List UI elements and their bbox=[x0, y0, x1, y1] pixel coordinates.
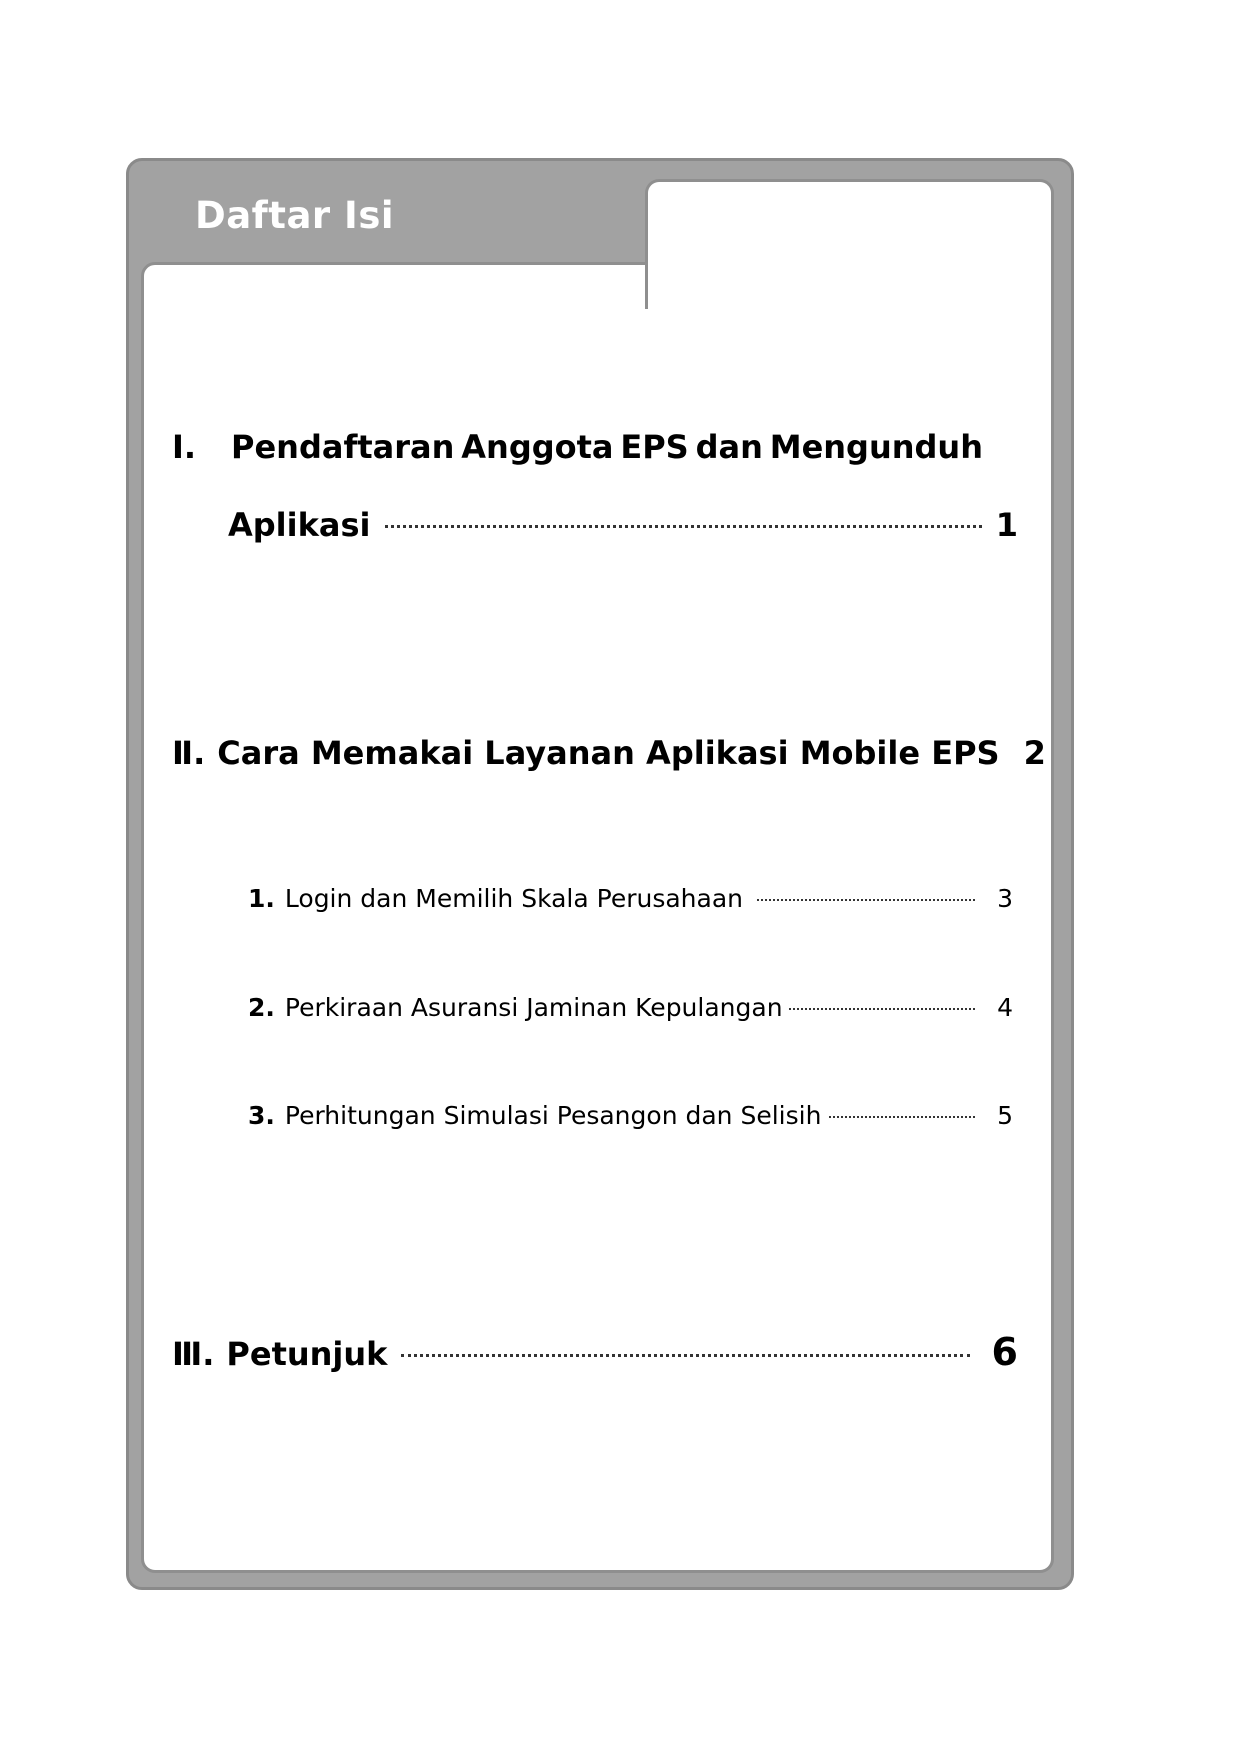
page-title: Daftar Isi bbox=[195, 194, 395, 237]
toc-section-3-page: 6 bbox=[991, 1330, 1018, 1374]
dot-leader bbox=[757, 899, 975, 901]
dot-leader bbox=[385, 525, 982, 528]
toc-item-title: Perkiraan Asuransi Jaminan Kepulangan bbox=[284, 993, 783, 1022]
toc-section-3-title: Petunjuk bbox=[226, 1335, 388, 1373]
toc-section-2-title: Cara Memakai Layanan Aplikasi Mobile EPS bbox=[217, 734, 1000, 772]
dot-leader bbox=[829, 1116, 975, 1118]
toc-item-page: 5 bbox=[997, 1101, 1013, 1130]
toc-item-number: 1. bbox=[248, 884, 275, 913]
toc-section-1-title: Aplikasi bbox=[228, 506, 371, 544]
toc-section-3-number: Ⅲ. bbox=[172, 1335, 215, 1373]
dot-leader bbox=[401, 1354, 969, 1357]
toc-item-page: 3 bbox=[997, 884, 1013, 913]
toc-item-number: 2. bbox=[248, 993, 275, 1022]
toc-section-1-title-line1: Pendaftaran Anggota EPS dan Mengunduh bbox=[231, 428, 983, 466]
dot-leader bbox=[789, 1008, 976, 1010]
toc-section-2-page: 2 bbox=[1023, 734, 1046, 772]
toc-item-number: 3. bbox=[248, 1101, 275, 1130]
toc-item-title: Login dan Memilih Skala Perusahaan bbox=[284, 884, 744, 913]
toc-item-page: 4 bbox=[997, 993, 1013, 1022]
toc-item-title: Perhitungan Simulasi Pesangon dan Selisih bbox=[284, 1101, 822, 1130]
toc-section-1-number: Ⅰ. bbox=[172, 428, 197, 466]
toc-section-2-number: Ⅱ. bbox=[172, 734, 206, 772]
toc-section-1-title-line2 bbox=[228, 506, 1018, 544]
toc-section-1-page: 1 bbox=[995, 506, 1018, 544]
